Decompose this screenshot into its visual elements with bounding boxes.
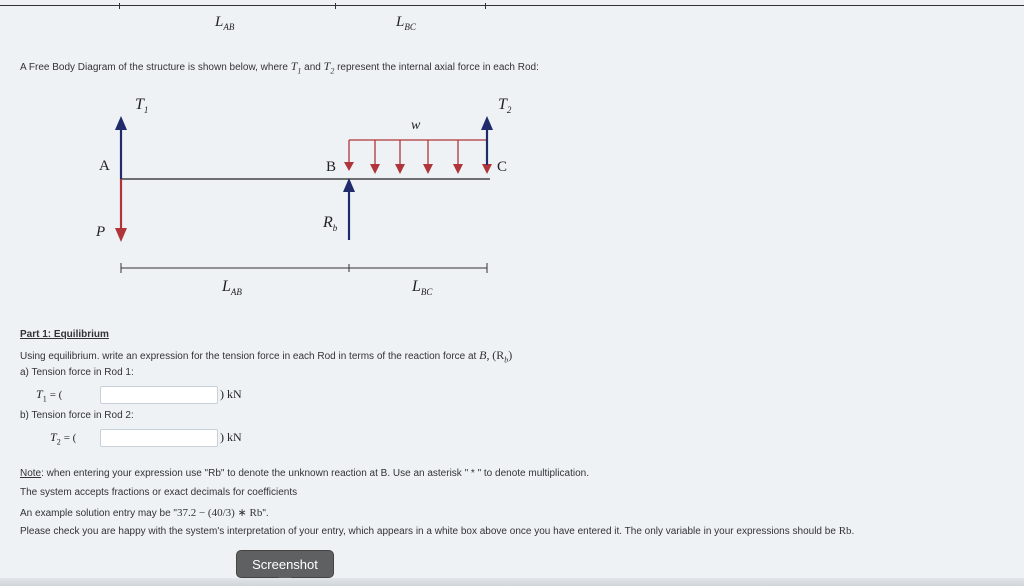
t2-arrowhead — [481, 116, 493, 130]
rb-label: $R_b$ — [323, 214, 338, 234]
top-lbc-label: $L_{BC}$ — [396, 14, 416, 32]
bottom-shadow — [0, 578, 1024, 586]
c-label: C — [497, 159, 508, 175]
part1-title: Part 1: Equilibrium — [20, 329, 109, 340]
t1-var: $T_1$ = ( — [36, 387, 63, 404]
t2-label: $T_2$ — [498, 96, 512, 116]
rod2-label: b) Tension force in Rod 2: — [20, 410, 134, 421]
part1-instruction: Using equilibrium. write an expression for the tension force in each Rod in terms of the reaction force at B, $(R_b)$ — [20, 348, 513, 365]
rb-arrowhead — [343, 178, 355, 192]
udl-arrows — [344, 140, 492, 174]
p-arrowhead — [115, 228, 127, 242]
note-line4: Please check you are happy with the system's interpretation of your entry, which appears in a white box above once you have entered it. The only variable in your expressions should be Rb. — [20, 525, 855, 537]
lbc-dim-label: $L_{BC}$ — [412, 278, 433, 298]
t1-input[interactable] — [100, 386, 218, 404]
intro-text: A Free Body Diagram of the structure is shown below, where $T_1$ and $T_2$ represent the internal axial force in each Rod: — [20, 59, 539, 76]
top-lab-label: $L_{AB}$ — [215, 14, 235, 32]
rod1-label: a) Tension force in Rod 1: — [20, 367, 134, 378]
a-label: A — [99, 158, 110, 174]
t1-unit: ) kN — [220, 387, 242, 401]
note-line1: Note: when entering your expression use "Rb" to denote the unknown reaction at B. Use an asterisk " * " to denote multiplication. — [20, 468, 589, 479]
t2-var: $T_2$ = ( — [50, 430, 77, 447]
b-label: B — [326, 159, 337, 175]
t2-input[interactable] — [100, 429, 218, 447]
p-label: P — [96, 224, 106, 240]
t1-label: $T_1$ — [135, 96, 149, 116]
screenshot-button[interactable]: Screenshot — [236, 550, 334, 578]
lab-dim-label: $L_{AB}$ — [222, 278, 242, 298]
w-label: w — [411, 118, 421, 133]
note-line2: The system accepts fractions or exact decimals for coefficients — [20, 487, 298, 498]
t2-unit: ) kN — [220, 430, 242, 444]
t1-arrowhead — [115, 116, 127, 130]
note-line3: An example solution entry may be "37.2 − (40/3) ∗ Rb". — [20, 507, 269, 519]
